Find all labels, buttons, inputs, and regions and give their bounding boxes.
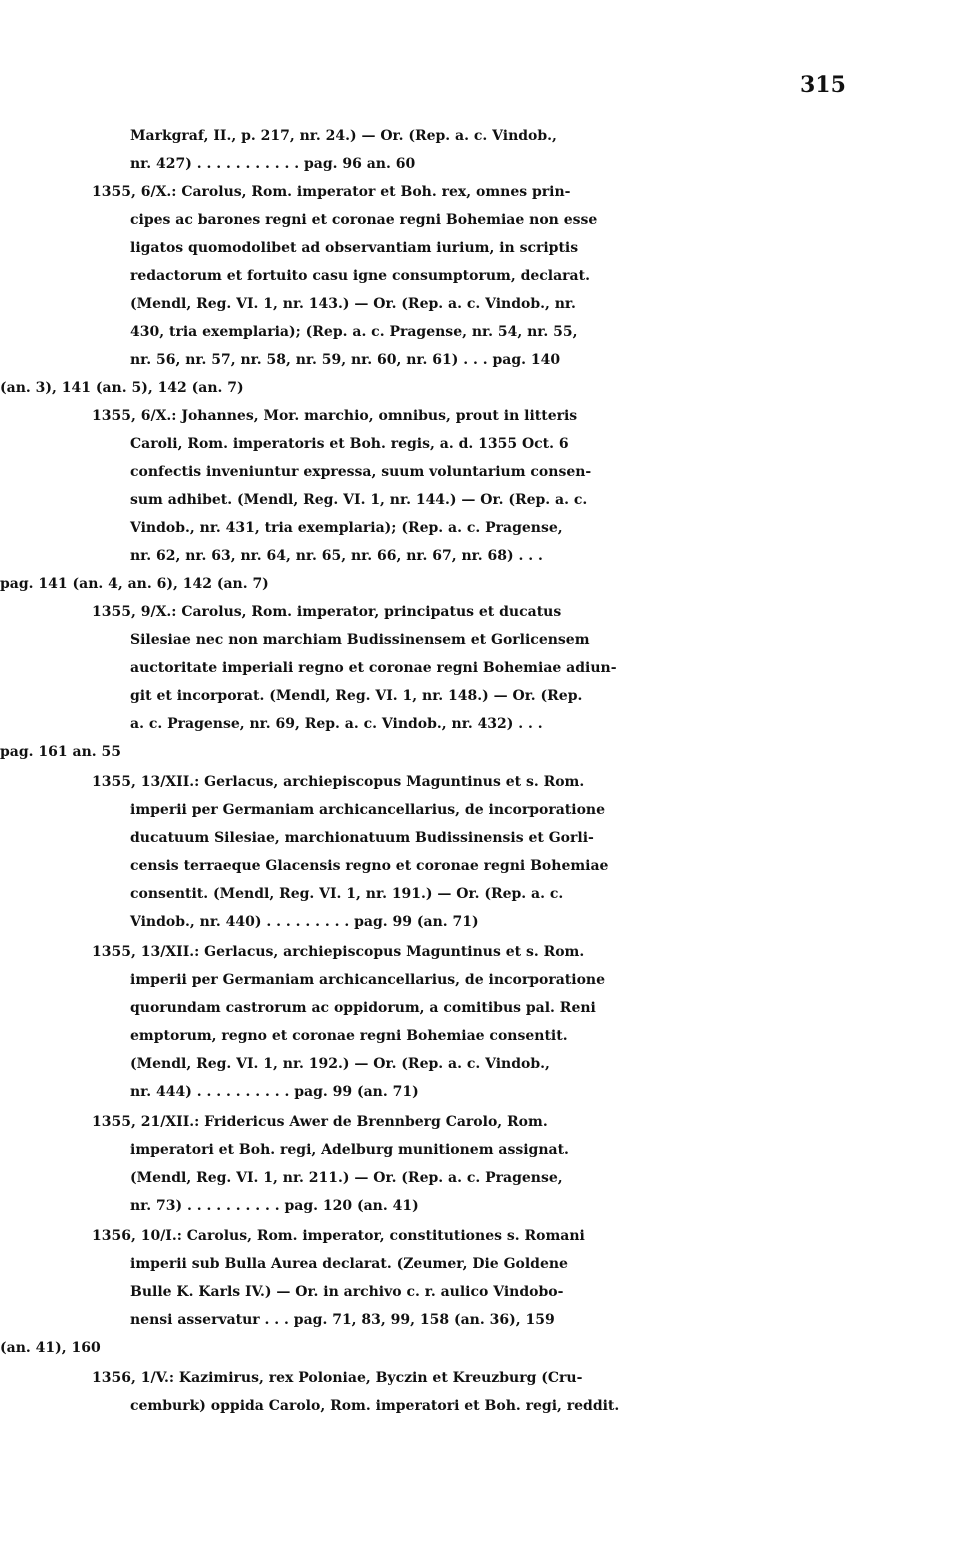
text-line: Vindob., nr. 431, tria exemplaria); (Rep. a. c. Pragense, [130,520,563,536]
text-line: imperii per Germaniam archicancellarius, de incorporatione [130,802,606,818]
text-line: 430, tria exemplaria); (Rep. a. c. Pragense, nr. 54, nr. 55, [130,324,578,340]
text-line: imperatori et Boh. regi, Adelburg munitionem assignat. [130,1142,569,1158]
text-line: 1356, 1/V.: Kazimirus, rex Poloniae, Byczin et Kreuzburg (Cru- [92,1370,583,1386]
text-line: 1355, 6/X.: Carolus, Rom. imperator et Boh. rex, omnes prin- [92,184,571,200]
text-line: (an. 41), 160 [0,1340,101,1356]
text-line: censis terraeque Glacensis regno et coronae regni Bohemiae [130,858,609,874]
text-line: imperii per Germaniam archicancellarius, de incorporatione [130,972,606,988]
text-line: (an. 3), 141 (an. 5), 142 (an. 7) [0,380,244,396]
text-line: Markgraf, II., p. 217, nr. 24.) — Or. (Rep. a. c. Vindob., [130,128,557,144]
text-line: nr. 427) . . . . . . . . . . . pag. 96 an. 60 [130,156,416,172]
text-line: 1355, 21/XII.: Fridericus Awer de Brennberg Carolo, Rom. [92,1114,548,1130]
text-line: pag. 141 (an. 4, an. 6), 142 (an. 7) [0,576,269,592]
text-line: confectis inveniuntur expressa, suum voluntarium consen- [130,464,592,480]
text-line: Vindob., nr. 440) . . . . . . . . . pag. 99 (an. 71) [130,914,479,930]
text-line: a. c. Pragense, nr. 69, Rep. a. c. Vindob., nr. 432) . . . [130,716,543,732]
text-line: nr. 444) . . . . . . . . . . pag. 99 (an. 71) [130,1084,419,1100]
text-line: 1355, 9/X.: Carolus, Rom. imperator, principatus et ducatus [92,604,562,620]
text-line: nensi asservatur . . . pag. 71, 83, 99, 158 (an. 36), 159 [130,1312,555,1328]
text-line: redactorum et fortuito casu igne consumptorum, declarat. [130,268,590,284]
text-line: (Mendl, Reg. VI. 1, nr. 143.) — Or. (Rep. a. c. Vindob., nr. [130,296,576,312]
text-line: sum adhibet. (Mendl, Reg. VI. 1, nr. 144.) — Or. (Rep. a. c. [130,492,588,508]
text-line: (Mendl, Reg. VI. 1, nr. 211.) — Or. (Rep. a. c. Pragense, [130,1170,563,1186]
text-line: ligatos quomodolibet ad observantiam iurium, in scriptis [130,240,579,256]
text-line: consentit. (Mendl, Reg. VI. 1, nr. 191.) — Or. (Rep. a. c. [130,886,564,902]
text-line: Bulle K. Karls IV.) — Or. in archivo c. r. aulico Vindobo- [130,1284,564,1300]
text-line: 1355, 6/X.: Johannes, Mor. marchio, omnibus, prout in litteris [92,408,578,424]
text-line: 1355, 13/XII.: Gerlacus, archiepiscopus Maguntinus et s. Rom. [92,774,585,790]
text-line: auctoritate imperiali regno et coronae regni Bohemiae adiun- [130,660,617,676]
text-line: nr. 73) . . . . . . . . . . pag. 120 (an. 41) [130,1198,419,1214]
text-line: cipes ac barones regni et coronae regni Bohemiae non esse [130,212,598,228]
text-line: (Mendl, Reg. VI. 1, nr. 192.) — Or. (Rep. a. c. Vindob., [130,1056,550,1072]
text-line: Silesiae nec non marchiam Budissinensem et Gorlicensem [130,632,590,648]
text-line: Caroli, Rom. imperatoris et Boh. regis, a. d. 1355 Oct. 6 [130,436,569,452]
text-line: git et incorporat. (Mendl, Reg. VI. 1, nr. 148.) — Or. (Rep. [130,688,583,704]
text-line: 1356, 10/I.: Carolus, Rom. imperator, constitutiones s. Romani [92,1228,585,1244]
text-line: quorundam castrorum ac oppidorum, a comitibus pal. Reni [130,1000,596,1016]
text-line: ducatuum Silesiae, marchionatuum Budissinensis et Gorli- [130,830,594,846]
text-line: nr. 56, nr. 57, nr. 58, nr. 59, nr. 60, nr. 61) . . . pag. 140 [130,352,561,368]
text-line: cemburk) oppida Carolo, Rom. imperatori et Boh. regi, reddit. [130,1398,620,1414]
text-line: 1355, 13/XII.: Gerlacus, archiepiscopus Maguntinus et s. Rom. [92,944,585,960]
text-line: nr. 62, nr. 63, nr. 64, nr. 65, nr. 66, nr. 67, nr. 68) . . . [130,548,543,564]
text-line: imperii sub Bulla Aurea declarat. (Zeumer, Die Goldene [130,1256,568,1272]
text-line: pag. 161 an. 55 [0,744,121,760]
page-number: 315 [800,72,846,98]
text-line: emptorum, regno et coronae regni Bohemiae consentit. [130,1028,568,1044]
